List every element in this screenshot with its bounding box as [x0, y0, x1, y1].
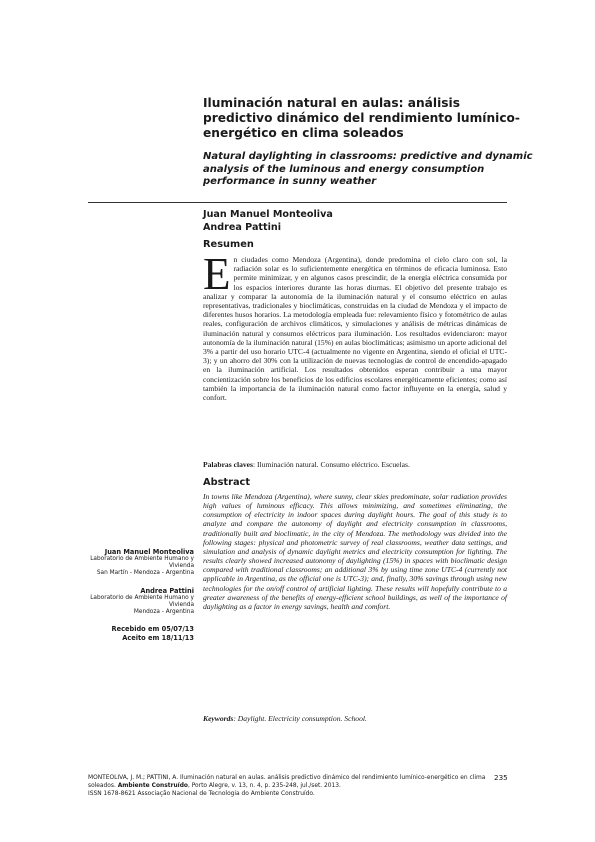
- citation-prefix: MONTEOLIVA, J. M.; PATTINI, A. Iluminación natural en aulas. análisis predictivo dinámico del rendimiento lumínico-energético en clima soleados.: [88, 775, 486, 790]
- citation-footer: [88, 774, 488, 799]
- affiliation-location: San Martín - Mendoza - Argentina: [96, 570, 194, 577]
- affiliation-author: Andrea Pattini: [140, 586, 194, 595]
- header-divider: [88, 202, 507, 203]
- affiliation-line: Laboratorio de Ambiente Humano y: [90, 594, 194, 601]
- keywords-list: : Daylight. Electricity consumption. School.: [233, 714, 367, 723]
- author-list: [203, 208, 333, 234]
- affiliation-line: Laboratorio de Ambiente Humano y: [90, 556, 194, 562]
- resumen-text: n ciudades como Mendoza (Argentina), donde predomina el cielo claro con sol, la radiación solar es lo suficientemente energética en términos de eficacia luminosa. Esto permite minimizar, y en algunos casos prescindir, de la energía eléctrica consumida por los espacios interiores durante las horas diurnas. El objetivo del presente trabajo es analizar y comparar la autonomía de la iluminación natural y el consumo eléctrico en aulas representativas, tradicionales y bioclimáticas, construidas en la ciudad de Mendoza y el impacto de diferentes husos horarios. La metodología empleada fue: relevamiento físico y fotométrico de aulas reales, configuración de archivos climáticos, y simulaciones y análisis de métricas dinámicas de iluminación natural y consumos eléctricos para iluminación. Los resultados evidenciaron: mayor autonomía de la iluminación natural (15%) en aulas bioclimáticas; asimismo un aporte adicional del 3% a partir del uso horario UTC-4 (actualmente no vigente en Argentina, siendo el oficial el UTC-3); y un ahorro del 30% con la utilización de nuevas tecnologías de control de encendido-apagado en la iluminación artificial. Los resultados obtenidos esperan contribuir a una mayor concientización sobre los beneficios de los edificios escolares energéticamente eficientes; como así también la importancia de la iluminación natural como factor influyente en la energía, salud y confort.: [203, 255, 507, 403]
- keywords-spanish: [203, 460, 507, 469]
- affiliation-author: Juan Manuel Monteoliva: [104, 548, 194, 556]
- article-title-spanish: Iluminación natural en aulas: análisis predictivo dinámico del rendimiento lumínico-energético en clima soleados: [203, 96, 520, 140]
- affiliation-line: Vivienda: [169, 563, 194, 570]
- keywords-english: [203, 714, 507, 723]
- affiliation-line: Vivienda: [169, 601, 194, 608]
- resumen-body: [203, 249, 507, 403]
- affiliation: [88, 587, 194, 617]
- affiliation-location: Mendoza - Argentina: [133, 609, 194, 616]
- accepted-date: Aceito em 18/11/13: [122, 634, 194, 643]
- author-affiliations: [88, 548, 194, 643]
- journal-name: Ambiente Construído: [117, 783, 188, 790]
- drop-cap: E: [203, 249, 231, 299]
- title-block: [203, 96, 533, 189]
- author-name: Juan Manuel Monteoliva: [203, 209, 333, 220]
- keywords-list: : Iluminación natural. Consumo eléctrico. Escuelas.: [253, 460, 410, 469]
- page-number: 235: [494, 773, 508, 782]
- article-title-english: Natural daylighting in classrooms: predictive and dynamic analysis of the luminous and energy consumption performance in sunny weather: [203, 151, 533, 188]
- keywords-label: Palabras claves: [203, 460, 253, 469]
- resumen-heading: Resumen: [203, 239, 254, 250]
- submission-dates: [88, 625, 194, 643]
- citation-suffix: , Porto Alegre, v. 13, n. 4, p. 235-248, jul./set. 2013.: [187, 783, 341, 790]
- abstract-body: In towns like Mendoza (Argentina), where sunny, clear skies predominate, solar radiation provides high values of luminous efficacy. This allows minimizing, and sometimes eliminating, the consumption of electricity in indoor spaces during daylight hours. The goal of this study is to analyze and compare the autonomy of daylight and electricity consumption in classrooms, traditionally built and bioclimatic, in the city of Mendoza. The methodology was divided into the following stages: physical and photometric survey of real classrooms, weather data settings, and simulation and analysis of dynamic daylight metrics and electricity consumption for lighting. The results clearly showed increased autonomy of daylighting (15%) in spaces with bioclimatic design compared with traditional classrooms; an additional 3% by using time zone UTC-4 (currently not applicable in Argentina, as the official one is UTC-3); and, finally, 30% savings through using new technologies for the on/off control of artificial lighting. These results will hopefully contribute to a greater awareness of the benefits of energy-efficient school buildings, as well of the importance of daylighting as a factor in energy savings, health and comfort.: [203, 492, 507, 611]
- abstract-heading: Abstract: [203, 477, 251, 488]
- keywords-label: Keywords: [203, 714, 234, 723]
- received-date: Recebido em 05/07/13: [111, 625, 194, 634]
- affiliation: [88, 548, 194, 578]
- author-name: Andrea Pattini: [203, 222, 282, 233]
- citation-line: [88, 774, 488, 790]
- issn-line: ISSN 1678-8621 Associação Nacional de Tecnologia do Ambiente Construído.: [88, 791, 315, 798]
